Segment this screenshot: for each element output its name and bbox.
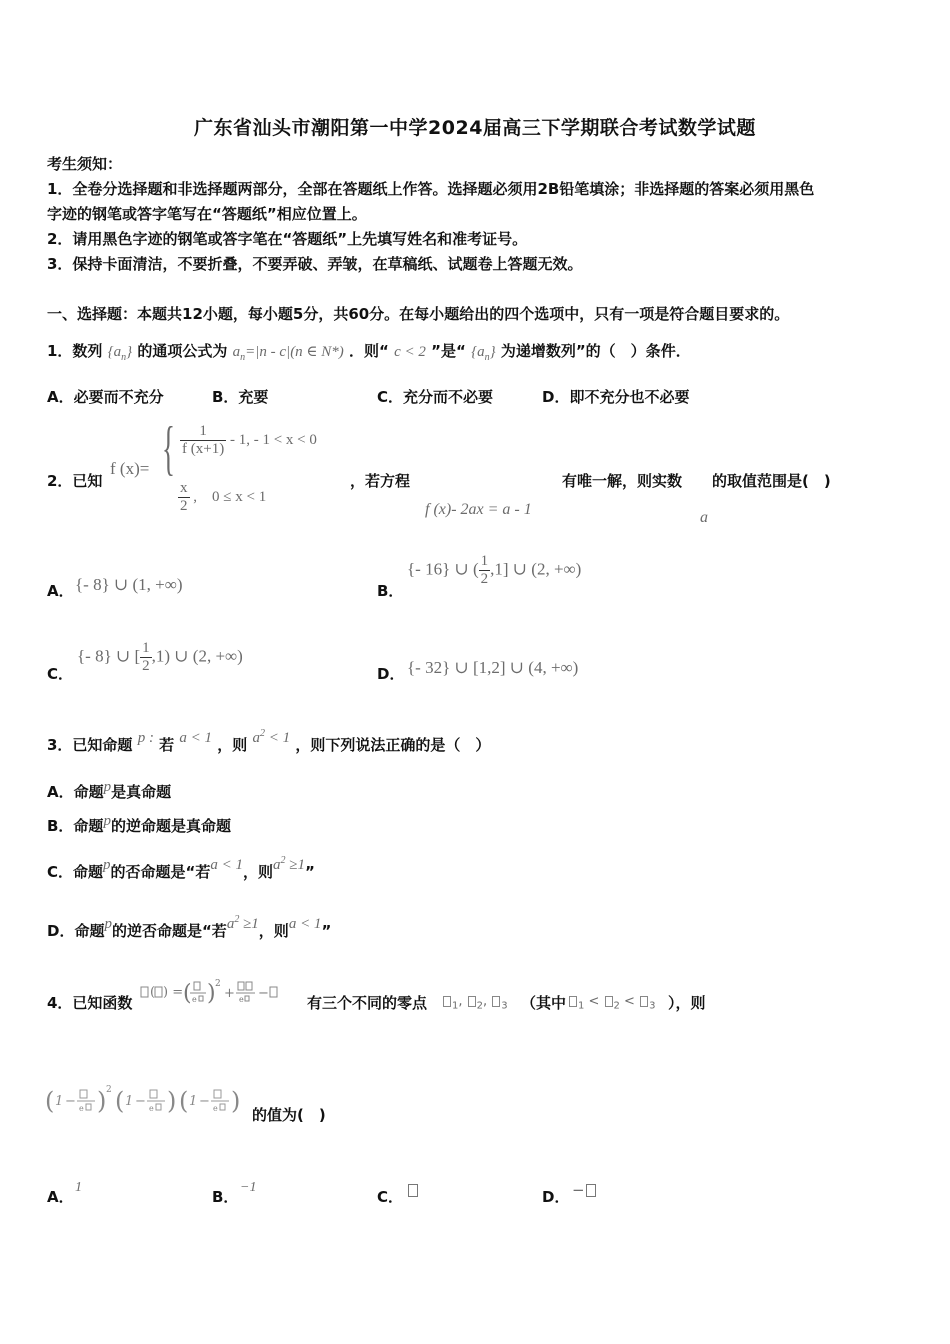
svg-text:(: ( xyxy=(150,985,156,1000)
q4-zeros: $_1$, $_2$, $_3$ xyxy=(442,994,508,1012)
svg-text:2: 2 xyxy=(215,979,221,989)
q1-option-b: B．充要 xyxy=(212,388,269,406)
q4-option-c-label: C． xyxy=(377,1188,404,1206)
q2-text-3: 的取值范围是( ) xyxy=(712,472,831,490)
q3-p: p : xyxy=(137,730,154,746)
svg-text:): ) xyxy=(167,1087,177,1115)
q3-text-1: 若 xyxy=(159,736,175,754)
svg-text:(: ( xyxy=(45,1087,55,1115)
svg-text:) =: ) = xyxy=(163,985,184,1000)
q4-option-d-value: − xyxy=(572,1181,597,1199)
page-title: 广东省汕头市潮阳第一中学2024届高三下学期联合考试数学试题 xyxy=(194,117,756,139)
q4-order: $_1$ < $_2$ < $_3$ xyxy=(568,994,655,1012)
svg-text:e: e xyxy=(79,1104,84,1113)
q3-option-b: B．命题p的逆命题是真命题 xyxy=(47,813,231,835)
svg-text:(: ( xyxy=(183,981,192,1006)
q4-option-b-value: −1 xyxy=(240,1180,257,1195)
svg-text:): ) xyxy=(207,981,216,1006)
q2-option-b-math: {- 16} ∪ ( $\frac{1}{2}$ ,1] ∪ (2, +∞) xyxy=(407,553,582,587)
svg-text:−: − xyxy=(65,1094,76,1109)
question-1 xyxy=(47,340,691,363)
q1-condition: c < 2 xyxy=(394,344,426,360)
q4-text-4: 的值为( ) xyxy=(252,1106,326,1124)
svg-text:e: e xyxy=(149,1104,154,1113)
q4-option-d-label: D． xyxy=(542,1188,570,1206)
q1-text-2: ．则“ xyxy=(349,342,389,360)
q4-option-b-label: B． xyxy=(212,1188,239,1206)
q4-text-1: 有三个不同的零点 xyxy=(307,994,428,1012)
q4-function-image xyxy=(140,978,305,1012)
q2-option-d-math: {- 32} ∪ [1,2] ∪ (4, +∞) xyxy=(407,658,579,677)
svg-text:1: 1 xyxy=(189,1094,198,1109)
q1-seq-an: $\{a_n\}$ xyxy=(107,344,133,363)
q1-number: 1．数列 xyxy=(47,342,103,360)
q2-case-2: $\frac{x}{2}$ , 0 ≤ x < 1 xyxy=(180,480,267,514)
svg-text:1: 1 xyxy=(125,1094,134,1109)
q2-variable-a: a xyxy=(700,509,708,526)
svg-text:−: − xyxy=(135,1094,146,1109)
svg-text:e: e xyxy=(213,1104,218,1113)
q2-option-c-label: C． xyxy=(47,665,74,683)
q1-seq-an-2: $\{a_n\}$ xyxy=(471,344,496,363)
q2-equation: f (x)- 2ax = a - 1 xyxy=(425,501,532,518)
q3-number: 3．已知命题 xyxy=(47,736,133,754)
q4-option-c-value xyxy=(407,1181,419,1199)
svg-text:+: + xyxy=(224,986,235,1001)
q2-option-d-label: D． xyxy=(377,665,405,683)
svg-text:): ) xyxy=(97,1087,107,1115)
q2-text-2: 有唯一解，则实数 xyxy=(562,472,683,490)
notice-item-2: 2．请用黑色字迹的钢笔或答字笔在“答题纸”上先填写姓名和准考证号。 xyxy=(47,230,528,248)
q2-piecewise-brace: { xyxy=(162,415,175,481)
question-3 xyxy=(47,728,491,755)
q1-text-4: 为递增数列”的（ ）条件． xyxy=(500,342,691,360)
q2-option-a-label: A． xyxy=(47,582,74,600)
q4-text-3: ），则 xyxy=(668,994,706,1012)
q2-option-a-math: {- 8} ∪ (1, +∞) xyxy=(75,575,183,594)
section-heading: 一、选择题：本题共12小题，每小题5分，共60分。在每小题给出的四个选项中，只有一项是符合题目要求的。 xyxy=(47,305,790,323)
svg-text:(: ( xyxy=(115,1087,125,1115)
svg-text:2: 2 xyxy=(106,1085,112,1095)
q4-function-formula-glyphs xyxy=(140,978,305,1008)
q2-number: 2．已知 xyxy=(47,472,103,490)
q3-cond-1: a < 1 xyxy=(179,730,213,746)
q1-text-3: ”是“ xyxy=(431,342,466,360)
q2-option-c-math: {- 8} ∪ [ $\frac{1}{2}$ ,1) ∪ (2, +∞) xyxy=(77,640,243,674)
q3-cond-2: $a^2 < 1$ xyxy=(252,728,291,746)
q3-text-2: ，则 xyxy=(217,736,248,754)
notice-item-3: 3．保持卡面清洁，不要折叠，不要弄破、弄皱，在草稿纸、试题卷上答题无效。 xyxy=(47,255,583,273)
q4-expression-glyphs xyxy=(45,1082,250,1120)
q4-number: 4．已知函数 xyxy=(47,994,133,1012)
svg-text:): ) xyxy=(231,1087,241,1115)
q3-option-c: C．命题p的否命题是“若a < 1，则$a^2 \ge 1$” xyxy=(47,855,315,881)
notice-item-1: 1．全卷分选择题和非选择题两部分，全部在答题纸上作答。选择题必须用2B铅笔填涂；非选择题的答案必须用黑色 xyxy=(47,180,815,198)
svg-text:−: − xyxy=(199,1094,210,1109)
q1-option-a: A．必要而不充分 xyxy=(47,388,164,406)
q2-option-b-label: B． xyxy=(377,582,404,600)
q4-expression-image xyxy=(45,1082,250,1124)
q4-option-a-label: A． xyxy=(47,1188,74,1206)
svg-text:(: ( xyxy=(179,1087,189,1115)
q2-case-1: $\frac{1}{f (x+1)}$ - 1, - 1 < x < 0 xyxy=(182,423,317,457)
q1-option-c: C．充分而不必要 xyxy=(377,388,494,406)
q1-option-d: D．即不充分也不必要 xyxy=(542,388,690,406)
q3-text-3: ，则下列说法正确的是（ ） xyxy=(295,736,491,754)
q3-option-a: A．命题p是真命题 xyxy=(47,779,172,801)
notice-heading: 考生须知： xyxy=(47,155,123,173)
svg-text:−: − xyxy=(258,986,269,1001)
svg-text:e: e xyxy=(192,995,197,1004)
q4-option-a-value: 1 xyxy=(75,1180,82,1195)
q1-text-1: 的通项公式为 xyxy=(137,342,228,360)
q2-function-lhs: f (x)= xyxy=(110,459,150,478)
q3-option-d: D．命题p的逆否命题是“若$a^2 \ge 1$，则a < 1” xyxy=(47,914,332,940)
q2-text-1: ，若方程 xyxy=(350,472,411,490)
q4-text-2: （其中 xyxy=(521,994,567,1012)
q1-formula: $a_n=|n - c|(n$ ∈ N*) xyxy=(232,344,344,363)
svg-text:e: e xyxy=(239,995,244,1004)
notice-item-1-cont: 字迹的钢笔或答字笔写在“答题纸”相应位置上。 xyxy=(47,205,367,223)
svg-text:1: 1 xyxy=(55,1094,64,1109)
